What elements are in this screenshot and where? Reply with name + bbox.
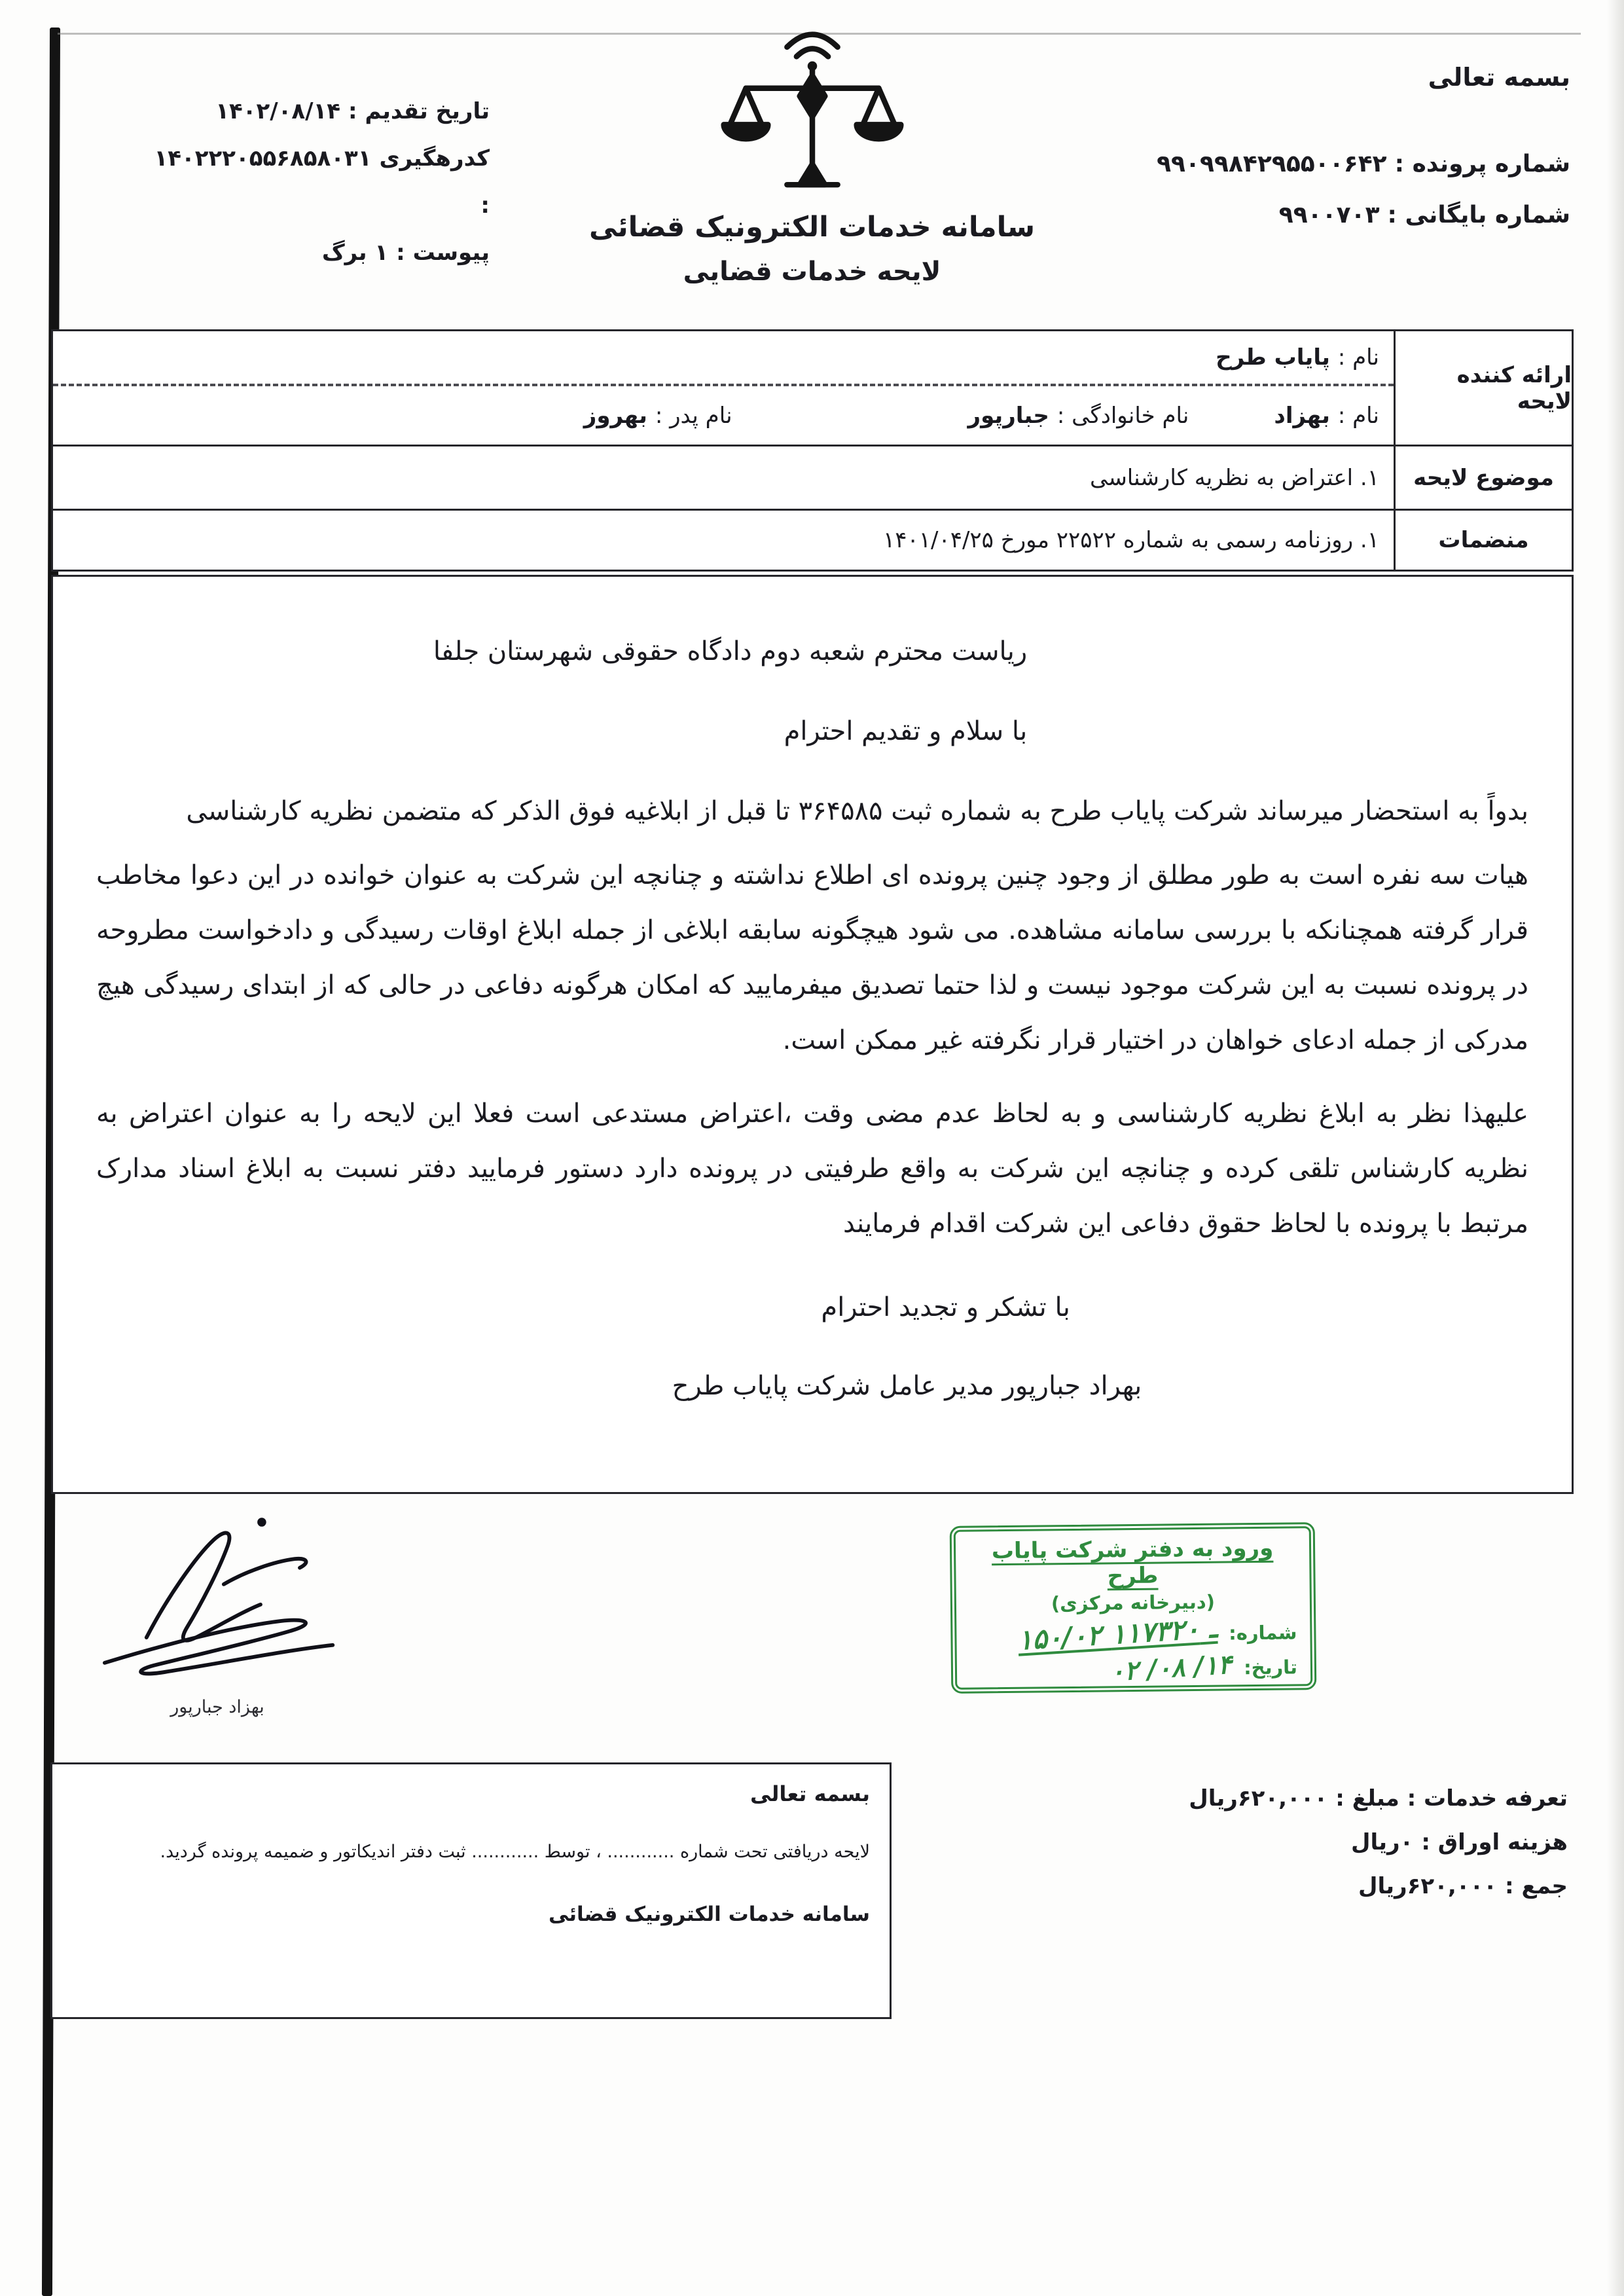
case-number-value: ۹۹۰۹۹۸۴۲۹۵۵۰۰۶۴۲ bbox=[1157, 151, 1387, 177]
attachment-value: ۱ برگ bbox=[321, 240, 389, 266]
fee-total-value: ۶۲۰,۰۰۰ریال bbox=[1358, 1873, 1498, 1899]
company-entry-stamp bbox=[950, 1522, 1317, 1694]
father-name-label: نام پدر : bbox=[655, 402, 732, 429]
system-title: سامانه خدمات الکترونیک قضائی bbox=[588, 211, 1036, 244]
first-name-label: نام : bbox=[1337, 402, 1379, 429]
stamp-date-row bbox=[970, 1649, 1298, 1688]
annexes-row-value: ۱. روزنامه رسمی به شماره ۲۲۵۲۲ مورخ ۱۴۰۱/۰۴/۲۵ bbox=[882, 527, 1379, 553]
case-number-label: شماره پرونده : bbox=[1394, 151, 1570, 177]
fees-block bbox=[1189, 1777, 1568, 1908]
fee-tariff-label: تعرفه خدمات : مبلغ : bbox=[1335, 1785, 1568, 1812]
case-number-line bbox=[1157, 139, 1570, 190]
stamp-number-handwritten: ۱۵۰/۰۲ ـ ۱۱۷۳۲۰ bbox=[1016, 1611, 1218, 1656]
letter-paragraph-1: بدواً به استحضار میرساند شرکت پایاب طرح به شماره ثبت ۳۶۴۵۸۵ تا قبل از ابلاغیه فوق الذکر که متضمن نظریه کارشناسی bbox=[186, 796, 1528, 826]
fee-total-label: جمع : bbox=[1505, 1873, 1568, 1899]
stamp-title: ورود به دفتر شرکت پایاب طرح bbox=[991, 1535, 1274, 1590]
signature-dot bbox=[257, 1518, 266, 1527]
fee-papers-label: هزینه اوراق : bbox=[1421, 1829, 1568, 1855]
attachment-label: پیوست : bbox=[396, 240, 490, 266]
father-name-pair bbox=[584, 403, 732, 429]
registration-box bbox=[50, 1762, 892, 2019]
submit-date-label: تاریخ تقدیم : bbox=[348, 98, 490, 124]
judiciary-scales-logo-icon bbox=[714, 17, 911, 207]
archive-number-label: شماره بایگانی : bbox=[1387, 202, 1570, 228]
tracking-code-line bbox=[156, 135, 490, 229]
tracking-code-label: کدرهگیری : bbox=[379, 145, 490, 219]
attachment-line bbox=[156, 229, 490, 276]
tracking-code-value: ۱۴۰۲۲۲۰۵۵۶۸۵۸۰۳۱ bbox=[154, 145, 372, 172]
header-center-block bbox=[492, 17, 1133, 287]
fee-tariff-value: ۶۲۰,۰۰۰ریال bbox=[1189, 1785, 1328, 1812]
submit-date-value: ۱۴۰۲/۰۸/۱۴ bbox=[215, 98, 341, 124]
last-name-pair bbox=[968, 403, 1189, 429]
first-name-pair bbox=[1274, 403, 1379, 429]
annexes-row-label: منضمات bbox=[1394, 511, 1572, 570]
letter-signatory: بهراد جبارپور مدیر عامل شرکت پایاب طرح bbox=[672, 1371, 1142, 1401]
signature-block bbox=[60, 1503, 374, 1717]
document-title: لایحه خدمات قضایی bbox=[683, 257, 941, 287]
handwritten-signature-image bbox=[67, 1503, 374, 1700]
provider-row-label: ارائه کننده لایحه bbox=[1394, 331, 1572, 446]
letter-paragraph-2: هیات سه نفره است به طور مطلق از وجود چنین پرونده ای اطلاع نداشته و چنانچه این شرکت به عنوان خوانده در این دعوا مخاطب قرار گرفته همچنانکه با بررسی سامانه مشاهده. می شود هیچگونه سابقه ابلاغی از جمله ابلاغ اوقات رسیدگی و دادخواست مطروحه در پرونده نسبت به این شرکت موجود نیست و لذا حتما تصدیق میفرمایید که امکان هرگونه دفاعی در حالی که از ابتدای رسیدگی هیچ مدرکی از جمله ادعای خواهان در اختیار قرار نگرفته غیر ممکن است. bbox=[96, 860, 1528, 1055]
letter-greeting: با سلام و تقدیم احترام bbox=[784, 716, 1028, 746]
org-name-value: پایاب طرح bbox=[1216, 344, 1330, 371]
stamp-number-label: شماره: bbox=[1228, 1620, 1297, 1644]
fee-papers-line bbox=[1189, 1821, 1568, 1865]
org-name-pair bbox=[1216, 344, 1379, 371]
subject-row-label: موضوع لایحه bbox=[1394, 446, 1572, 511]
header-left-block bbox=[156, 88, 490, 276]
father-name-value: بهروز bbox=[583, 402, 647, 429]
org-name-label: نام : bbox=[1337, 344, 1379, 371]
letter-salutation: ریاست محترم شعبه دوم دادگاه حقوقی شهرستان جلفا bbox=[433, 636, 1028, 666]
petition-info-table bbox=[51, 329, 1574, 572]
archive-number-line bbox=[1157, 190, 1570, 241]
subject-row-value: ۱. اعتراض به نظریه کارشناسی bbox=[53, 446, 1394, 511]
stamp-date-label: تاریخ: bbox=[1243, 1656, 1298, 1679]
signature-caption: بهزاد جبارپور bbox=[170, 1697, 264, 1717]
last-name-value: جبارپور bbox=[967, 402, 1049, 429]
bismillah-text: بسمه تعالی bbox=[1428, 63, 1570, 92]
fee-total-line bbox=[1189, 1865, 1568, 1908]
stamp-date-handwritten: ۰۲ /۰۸ /۱۴ bbox=[1109, 1649, 1233, 1688]
last-name-label: نام خانوادگی : bbox=[1056, 402, 1189, 429]
letter-body-box bbox=[51, 575, 1574, 1494]
archive-number-value: ۹۹۰۰۷۰۳ bbox=[1278, 202, 1380, 228]
fee-tariff-line bbox=[1189, 1777, 1568, 1821]
registration-note: لایحه دریافتی تحت شماره ............ ، توسط ............ ثبت دفتر اندیکاتور و ضمیمه پرونده گردید. bbox=[160, 1842, 870, 1862]
header-right-block bbox=[1157, 63, 1570, 241]
provider-org-cell bbox=[53, 331, 1394, 386]
provider-person-cell bbox=[53, 386, 1394, 446]
registration-footer: سامانه خدمات الکترونیک قضائی bbox=[548, 1903, 870, 1926]
scan-right-shadow bbox=[1607, 0, 1624, 2296]
letter-paragraph-3: علیهذا نظر به ابلاغ نظریه کارشناسی و به لحاظ عدم مضی وقت ،اعتراض مستدعی است فعلا این لایحه را به عنوان اعتراض به نظریه کارشناس تلقی کرده و چنانچه این شرکت به واقع طرفیتی در پرونده دارد دستور فرمایید دفتر نسبت به ابلاغ اسناد مدارک مرتبط با پرونده با لحاظ حقوق دفاعی این شرکت اقدام فرمایند bbox=[96, 1099, 1528, 1239]
registration-bismillah: بسمه تعالی bbox=[749, 1781, 870, 1806]
letter-closing: با تشکر و تجدید احترام bbox=[821, 1292, 1070, 1322]
submit-date-line bbox=[156, 88, 490, 135]
first-name-value: بهزاد bbox=[1274, 402, 1330, 429]
stamp-number-row bbox=[969, 1611, 1297, 1656]
stamp-subtitle: (دبیرخانه مرکزی) bbox=[1051, 1590, 1216, 1615]
fee-papers-value: ۰ریال bbox=[1350, 1829, 1414, 1855]
